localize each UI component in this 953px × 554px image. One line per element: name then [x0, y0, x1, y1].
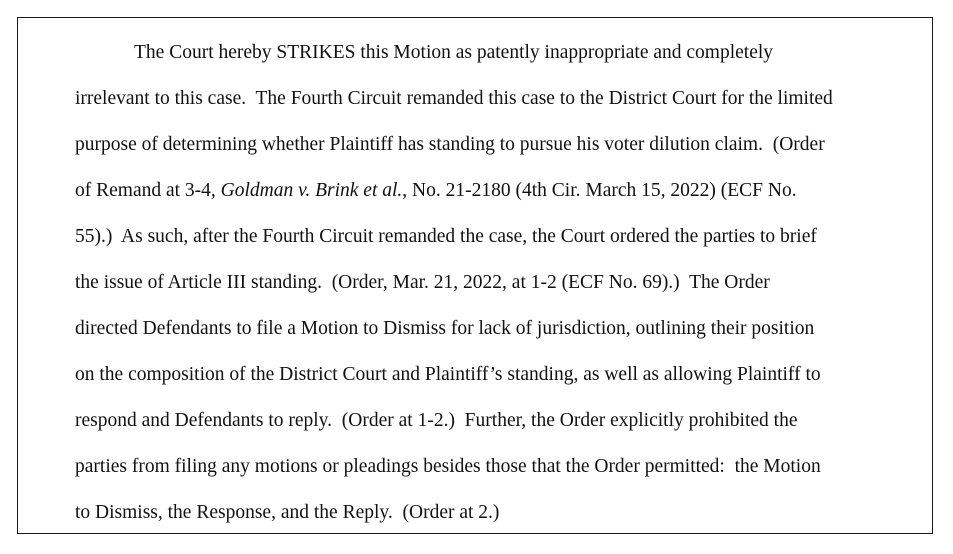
document-frame — [17, 17, 933, 534]
paragraph-line-11: to Dismiss, the Response, and the Reply. (Order at 2.) — [75, 502, 500, 523]
paragraph-line-2: irrelevant to this case. The Fourth Circuit remanded this case to the District Court for the limited — [75, 88, 833, 109]
case-name-italic: Goldman v. Brink et al. — [220, 180, 403, 201]
paragraph-line-8: on the composition of the District Court and Plaintiff’s standing, as well as allowing Plaintiff to — [75, 364, 821, 385]
paragraph-line-9: respond and Defendants to reply. (Order at 1-2.) Further, the Order explicitly prohibited the — [75, 410, 798, 431]
paragraph-line-7: directed Defendants to file a Motion to Dismiss for lack of jurisdiction, outlining their position — [75, 318, 815, 339]
line-4-text-before-case-name: of Remand at 3-4, — [75, 180, 221, 201]
paragraph-line-4 — [75, 179, 875, 225]
court-order-paragraph — [75, 41, 875, 547]
paragraph-line-3: purpose of determining whether Plaintiff has standing to pursue his voter dilution claim. (Order — [75, 134, 825, 155]
paragraph-line-10: parties from filing any motions or pleadings besides those that the Order permitted: the Motion — [75, 456, 821, 477]
paragraph-line-1: The Court hereby STRIKES this Motion as patently inappropriate and completely — [134, 42, 774, 63]
line-4-text-after-case-name: , No. 21-2180 (4th Cir. March 15, 2022) (ECF No. — [402, 180, 797, 201]
paragraph-line-5: 55).) As such, after the Fourth Circuit remanded the case, the Court ordered the parties to brief — [75, 226, 817, 247]
paragraph-line-6: the issue of Article III standing. (Order, Mar. 21, 2022, at 1-2 (ECF No. 69).) The Order — [75, 272, 770, 293]
